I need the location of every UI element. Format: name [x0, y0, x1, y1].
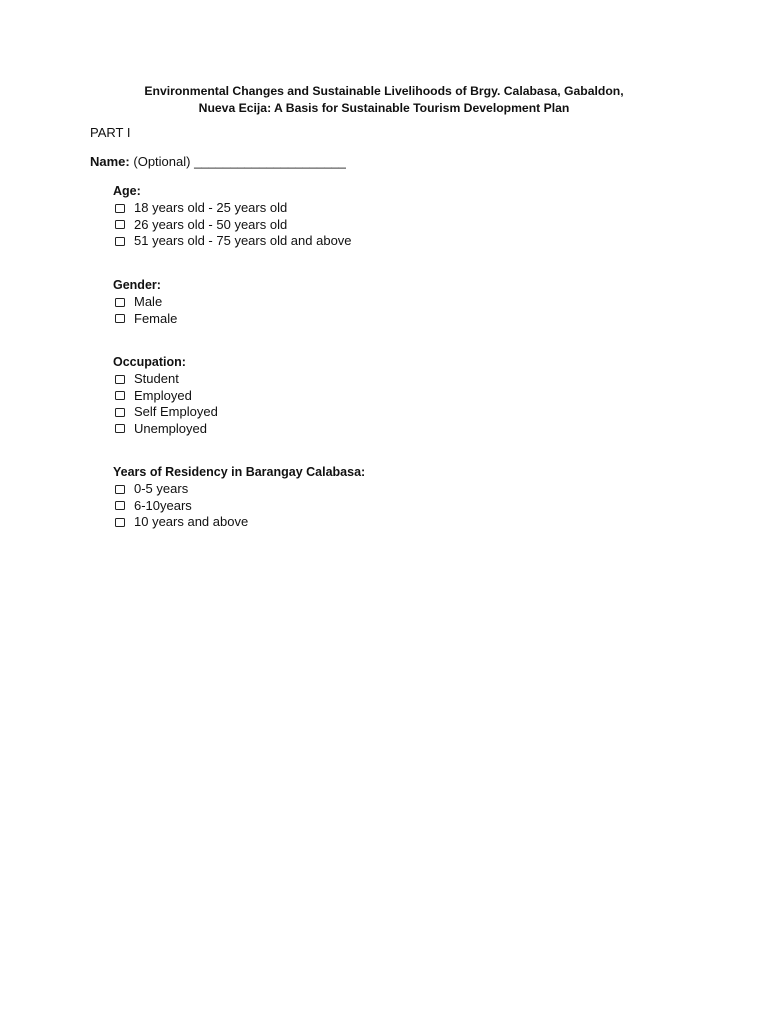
checkbox-icon[interactable] [115, 220, 125, 229]
occupation-option[interactable] [113, 421, 218, 438]
name-hint: (Optional) _____________________ [133, 154, 346, 169]
name-field [90, 154, 346, 170]
checkbox-icon[interactable] [115, 391, 125, 400]
option-label: Unemployed [134, 420, 207, 436]
occupation-option[interactable] [113, 388, 218, 405]
option-label: Self Employed [134, 404, 218, 419]
age-option[interactable] [113, 200, 352, 217]
age-section [113, 183, 352, 250]
occupation-section [113, 354, 218, 437]
option-label: 26 years old - 50 years old [134, 216, 288, 232]
part-heading: PART I [90, 125, 131, 140]
name-label: Name: [90, 154, 130, 169]
option-label: Employed [134, 387, 192, 403]
checkbox-icon[interactable] [115, 204, 125, 213]
document-title [90, 83, 678, 116]
checkbox-icon[interactable] [115, 518, 125, 527]
checkbox-icon[interactable] [115, 298, 125, 307]
gender-options [113, 294, 177, 327]
gender-option[interactable] [113, 311, 177, 328]
occupation-option[interactable] [113, 404, 218, 421]
residency-section [113, 464, 365, 531]
age-options [113, 200, 352, 250]
age-option[interactable] [113, 217, 352, 234]
gender-heading: Gender: [113, 278, 161, 292]
option-label: Student [134, 371, 179, 386]
residency-options [113, 481, 365, 531]
checkbox-icon[interactable] [115, 375, 125, 384]
checkbox-icon[interactable] [115, 424, 125, 433]
age-option[interactable] [113, 233, 352, 250]
gender-section [113, 277, 177, 327]
age-heading: Age: [113, 184, 141, 198]
residency-option[interactable] [113, 498, 365, 515]
title-line-2: Nueva Ecija: A Basis for Sustainable Tourism Development Plan [198, 100, 570, 115]
option-label: Female [134, 310, 178, 326]
option-label: 0-5 years [134, 481, 189, 496]
checkbox-icon[interactable] [115, 237, 125, 246]
checkbox-icon[interactable] [115, 501, 125, 510]
occupation-heading: Occupation: [113, 355, 186, 369]
gender-option[interactable] [113, 294, 177, 311]
checkbox-icon[interactable] [115, 485, 125, 494]
occupation-options [113, 371, 218, 437]
residency-heading: Years of Residency in Barangay Calabasa: [113, 465, 366, 479]
title-line-1: Environmental Changes and Sustainable Livelihoods of Brgy. Calabasa, Gabaldon, [144, 84, 624, 98]
checkbox-icon[interactable] [115, 408, 125, 417]
option-label: 6-10years [134, 497, 192, 513]
option-label: 51 years old - 75 years old and above [134, 233, 352, 248]
option-label: 10 years and above [134, 514, 249, 529]
residency-option[interactable] [113, 514, 365, 531]
residency-option[interactable] [113, 481, 365, 498]
option-label: 18 years old - 25 years old [134, 200, 288, 215]
checkbox-icon[interactable] [115, 314, 125, 323]
option-label: Male [134, 294, 163, 309]
occupation-option[interactable] [113, 371, 218, 388]
